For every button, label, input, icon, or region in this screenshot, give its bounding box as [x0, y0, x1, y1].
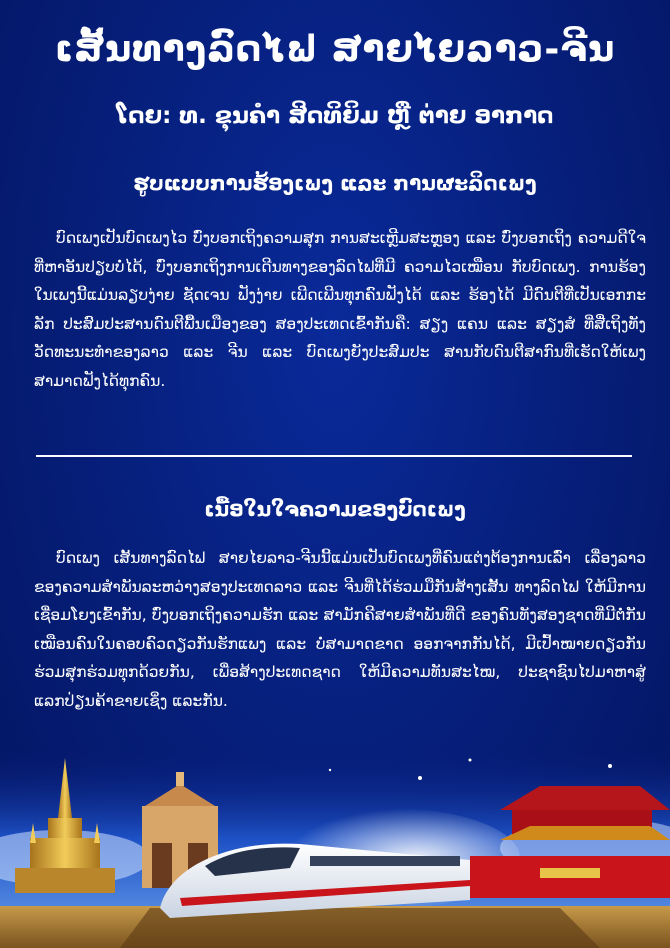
section-divider: [36, 455, 632, 457]
section1-paragraph: ບົດເພງເປັນບົດເພງໄວ ບົ່ງບອກເຖິງຄວາມສຸກ ການສະເຫຼີມສະຫຼອງ ແລະ ບົ່ງບອກເຖິງ ຄວາມດີໃຈທີ່ຫາອັນປຽບບໍ່ໄດ້, ບົ່ງບອກເຖິງການເດີນທາງຂອງລົດໄຟທີ່ມີ ຄວາມໄວເໝືອນ ກັບບົດເພງ. ການຮ້ອງໃນເພງນີ້ແມ່ນລຽບງ່າຍ ຊັດເຈນ ຟັງງ່າຍ ເພີດເພີນທຸກຄົນຟັງໄດ້ ແລະ ຮ້ອງໄດ້ ມີດົນຕີທີ່ເປັນເອກກະລັກ ປະສົມປະສານດົນຕີພື້ນເມືອງຂອງ ສອງປະເທດເຂົ້າກັນຄື: ສຽງ ແຄນ ແລະ ສຽງສໍ ທີ່ສື່ເຖິງທັງວັດທະນະທຳຂອງລາວ ແລະ ຈີນ ແລະ ບົດເພງຍັງປະສົມປະ ສານກັບດົນຕີສາກົນທີ່ເຮັດໃຫ້ເພງສາມາດຟັງໄດ້ທຸກຄົນ.: [34, 229, 646, 390]
author-line: ໂດຍ: ທ. ຂຸນຄຳ ສິດທິຍິມ ຫຼື ຕ່າຍ ອາກາດ: [116, 103, 554, 129]
page-title: ເສັ້ນທາງລົດໄຟ ສາຍໄຍລາວ-ຈີນ: [54, 29, 616, 70]
section2-title: ເນື້ອໃນໃຈຄວາມຂອງບົດເພງ: [204, 497, 466, 521]
railway-scene-illustration: [0, 748, 670, 948]
section1-title: ຮູບແບບການຮ້ອງເພງ ແລະ ການຜະລິດເພງ: [133, 171, 537, 195]
section2-paragraph: ບົດເພງ ເສັ້ນທາງລົດໄຟ ສາຍໄຍລາວ-ຈີນນີ້ແມ່ນເປັນບົດເພງທີ່ຄົນແຕ່ງຕ້ອງການເລົ່າ ເລື່ອງລາວຂອງຄວາມສຳພັນລະຫວ່າງສອງປະເທດລາວ ແລະ ຈີນທີ່ໄດ້ຮ່ວມມືກັນສ້າງເສັ້ນ ທາງລົດໄຟ ໃຫ້ມີການເຊື່ອມໂຍງເຂົ້າກັນ, ບົ່ງບອກເຖິງຄວາມຮັກ ແລະ ສາມັກຄີສາຍສຳພັນທີ່ດີ ຂອງຄົນທັງສອງຊາດທີ່ມີຕໍ່ກັນ ເໝືອນຄົນໃນຄອບຄົວດຽວກັນຮັກແພງ ແລະ ບໍ່ສາມາດຂາດ ອອກຈາກກັນໄດ້, ມີເປົ້າໝາຍດຽວກັນ ຮ່ວມສຸກຮ່ວມທຸກດ້ວຍກັນ, ເພື່ອສ້າງປະເທດຊາດ ໃຫ້ມີຄວາມທັນສະໄໝ, ປະຊາຊົນໄປມາຫາສູ່ແລກປ່ຽນຄ້າຂາຍເຊິ່ງ ແລະກັນ.: [34, 549, 646, 710]
star-icon: [418, 776, 422, 780]
